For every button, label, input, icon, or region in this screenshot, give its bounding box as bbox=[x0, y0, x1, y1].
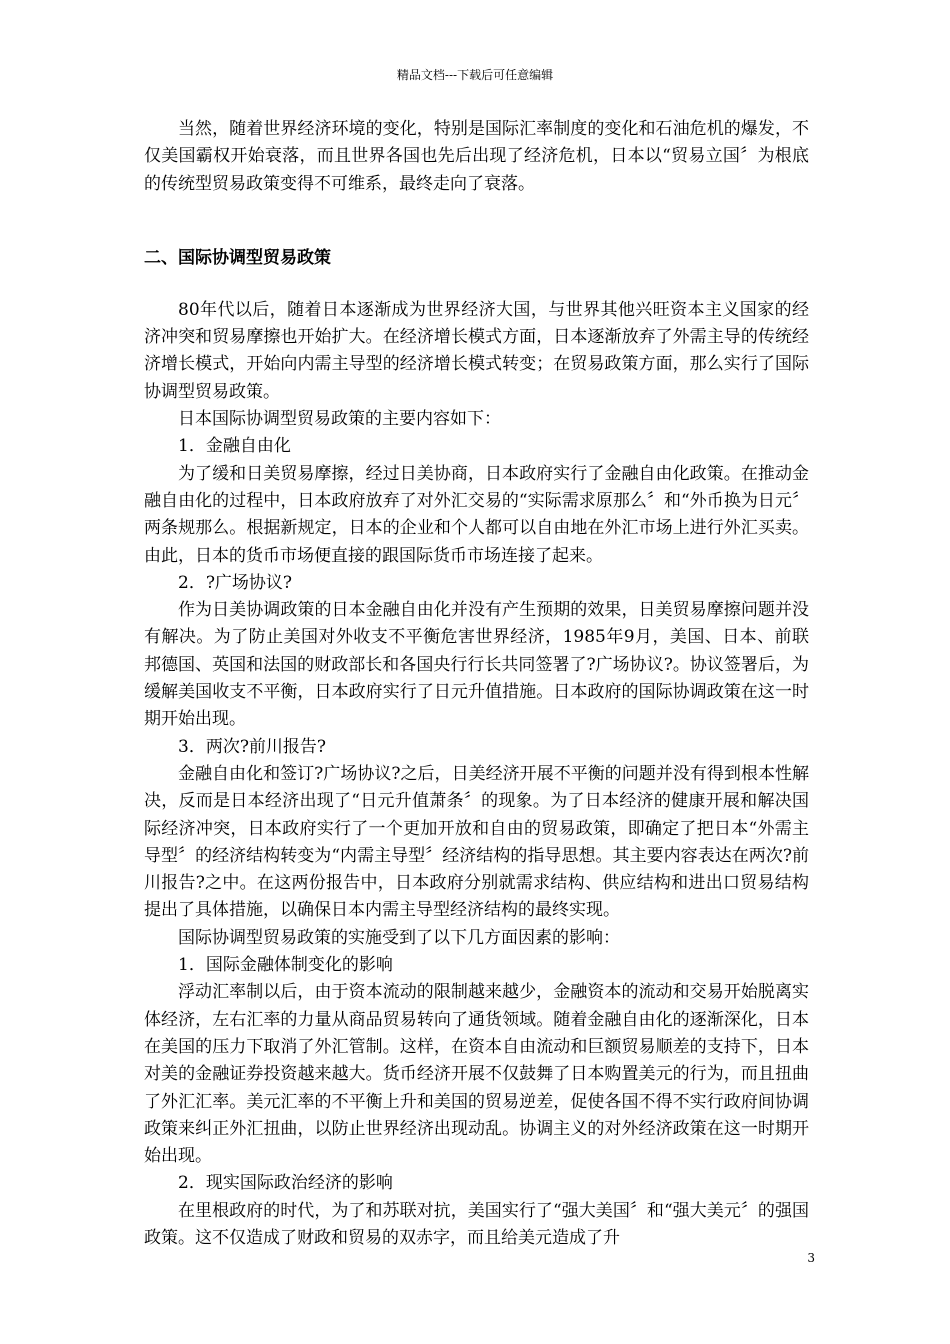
page-number: 3 bbox=[807, 1251, 815, 1265]
item-2-text: 作为日美协调政策的日本金融自由化并没有产生预期的效果，日美贸易摩擦问题并没有解决。为了防止美国对外收支不平衡危害世界经济，1985年9月，美国、日本、前联邦德国、英国和法国的财政部长和各国央行行长共同签署了?广场协议?。协议签署后，为缓解美国收支不平衡，日本政府实行了日元升值措施。日本政府的国际协调政策在这一时期开始出现。 bbox=[144, 600, 809, 730]
item-3-text: 金融自由化和签订?广场协议?之后，日美经济开展不平衡的问题并没有得到根本性解决，反而是日本经济出现了“日元升值萧条〞的现象。为了日本经济的健康开展和解决国际经济冲突，日本政府实行了一个更加开放和自由的贸易政策，即确定了把日本“外需主导型〞的经济结构转变为“内需主导型〞经济结构的指导思想。其主要内容表达在两次?前川报告?之中。在这两份报告中，日本政府分别就需求结构、供应结构和进出口贸易结构提出了具体措施，以确保日本内需主导型经济结构的最终实现。 bbox=[144, 763, 809, 921]
intro-paragraph: 当然，随着世界经济环境的变化，特别是国际汇率制度的变化和石油危机的爆发，不仅美国霸权开始衰落，而且世界各国也先后出现了经济危机，日本以“贸易立国〞为根底的传统型贸易政策变得不可维系，最终走向了衰落。 bbox=[144, 119, 809, 194]
paragraph-1: 80年代以后，随着日本逐渐成为世界经济大国，与世界其他兴旺资本主义国家的经济冲突和贸易摩擦也开始扩大。在经济增长模式方面，日本逐渐放弃了外需主导的传统经济增长模式，开始向内需主导型的经济增长模式转变；在贸易政策方面，那么实行了国际协调型贸易政策。 bbox=[144, 299, 809, 402]
document-body bbox=[144, 116, 809, 1252]
section-heading: 二、国际协调型贸易政策 bbox=[144, 247, 331, 268]
item-2-title: 2．?广场协议? bbox=[178, 572, 293, 593]
item-1-text: 为了缓和日美贸易摩擦，经过日美协商，日本政府实行了金融自由化政策。在推动金融自由化的过程中，日本政府放弃了对外汇交易的“实际需求原那么〞和“外币换为日元〞两条规那么。根据新规定，日本的企业和个人都可以自由地在外汇市场上进行外汇买卖。由此，日本的货币市场便直接的跟国际货币市场连接了起来。 bbox=[144, 463, 809, 566]
page-header: 精品文档---下载后可任意编辑 bbox=[396, 68, 554, 82]
paragraph-3: 国际协调型贸易政策的实施受到了以下几方面因素的影响： bbox=[178, 927, 620, 948]
factor-1-title: 1．国际金融体制变化的影响 bbox=[178, 955, 393, 976]
factor-2-title: 2．现实国际政治经济的影响 bbox=[178, 1173, 393, 1194]
item-1-title: 1．金融自由化 bbox=[178, 436, 291, 457]
paragraph-2: 日本国际协调型贸易政策的主要内容如下： bbox=[178, 409, 501, 430]
item-3-title: 3．两次?前川报告? bbox=[178, 736, 327, 757]
factor-2-text: 在里根政府的时代，为了和苏联对抗，美国实行了“强大美国〞和“强大美元〞的强国政策。这不仅造成了财政和贸易的双赤字，而且给美元造成了升 bbox=[144, 1200, 809, 1248]
factor-1-text: 浮动汇率制以后，由于资本流动的限制越来越少，金融资本的流动和交易开始脱离实体经济，左右汇率的力量从商品贸易转向了通货领域。随着金融自由化的逐渐深化，日本在美国的压力下取消了外汇管制。这样，在资本自由流动和巨额贸易顺差的支持下，日本对美的金融证券投资越来越大。货币经济开展不仅鼓舞了日本购置美元的行为，而且扭曲了外汇汇率。美元汇率的不平衡上升和美国的贸易逆差，促使各国不得不实行政府间协调政策来纠正外汇扭曲，以防止世界经济出现动乱。协调主义的对外经济政策在这一时期开始出现。 bbox=[144, 982, 809, 1167]
